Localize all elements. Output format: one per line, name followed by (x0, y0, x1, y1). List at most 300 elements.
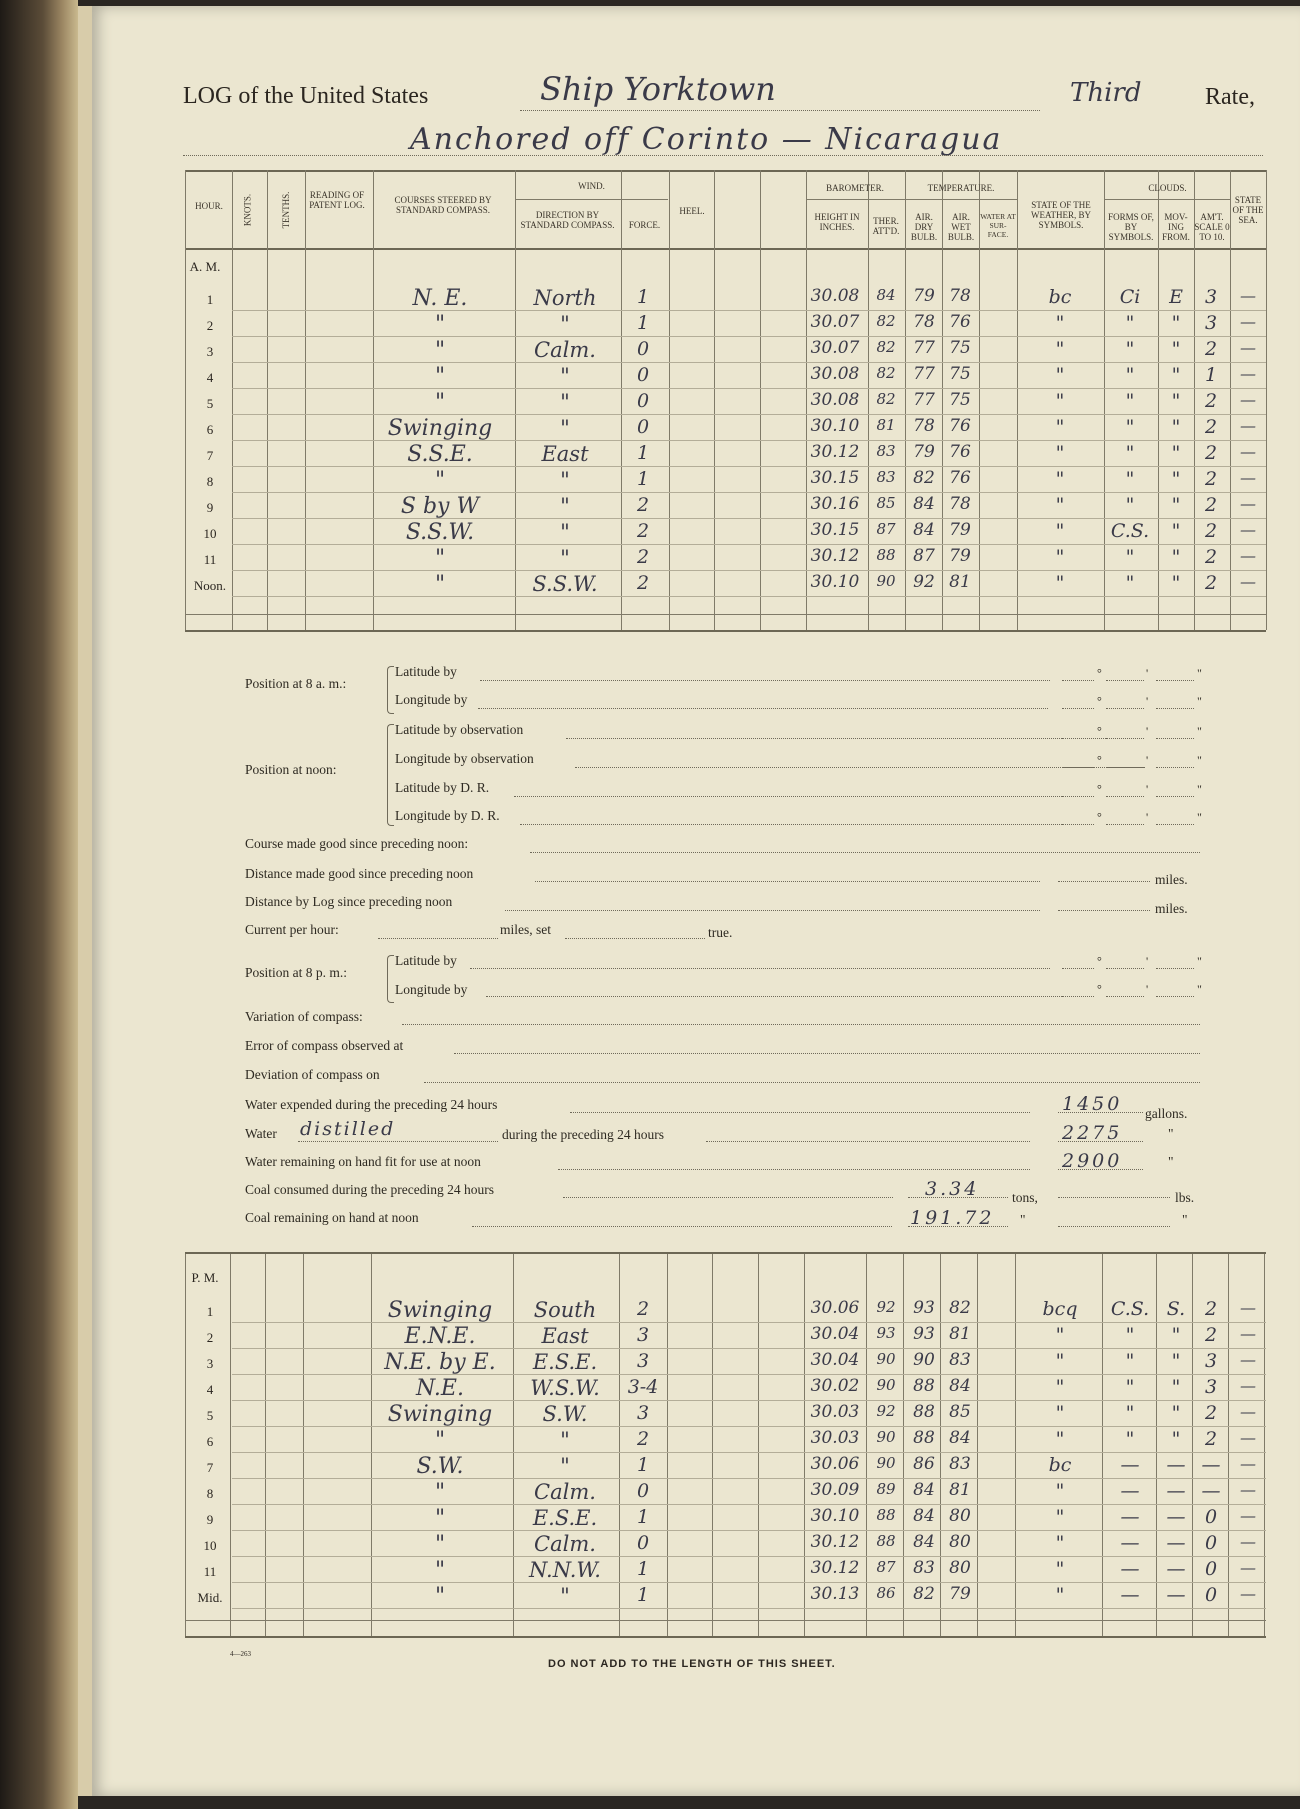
col-patent-log: READING OF PATENT LOG. (309, 190, 365, 210)
cell-course: " (434, 1532, 446, 1557)
cell-forms: " (1125, 338, 1135, 360)
cell-height: 30.02 (810, 1376, 860, 1396)
cell-dir: " (560, 416, 570, 440)
cell-amount: 2 (1204, 494, 1218, 516)
pm-col-line (371, 1252, 372, 1636)
cell-force: 2 (636, 572, 650, 594)
cell-ther: 83 (876, 468, 896, 486)
cell-amount: 2 (1204, 1428, 1218, 1450)
cell-weather: " (1055, 364, 1065, 386)
row-hour: 8 (206, 474, 214, 489)
col-baro-height: HEIGHT IN INCHES. (814, 212, 860, 232)
cell-wet: 84 (949, 1376, 971, 1396)
deg-blank (1062, 824, 1094, 825)
cell-forms: " (1125, 442, 1135, 464)
cell-amount: 3 (1204, 1350, 1218, 1372)
cell-wet: 83 (949, 1454, 971, 1474)
coal-consumed-line (908, 1197, 1008, 1198)
pos-8am-lat: Latitude by (395, 664, 457, 679)
cell-sea: — (1240, 494, 1256, 513)
cell-moving: " (1171, 1376, 1181, 1398)
col-temp-water: WATER AT SUR-FACE. (980, 212, 1016, 239)
coal-remaining-leader (472, 1226, 892, 1227)
cell-sea: — (1240, 312, 1256, 331)
cell-wet: 81 (949, 572, 971, 592)
cell-moving: — (1166, 1532, 1186, 1554)
cell-forms: C.S. (1110, 1298, 1150, 1320)
cell-dry: 88 (913, 1428, 935, 1448)
cell-dir: E.S.E. (532, 1350, 598, 1374)
cell-weather: " (1055, 1532, 1065, 1554)
cell-force: 0 (636, 1480, 650, 1502)
cell-height: 30.03 (810, 1428, 860, 1448)
set-blank (565, 938, 705, 939)
pm-col-line (265, 1252, 266, 1636)
dms-mark: ' (1146, 982, 1149, 996)
cell-amount: 2 (1204, 1324, 1218, 1346)
pos-noon-brace (387, 724, 394, 826)
cell-height: 30.16 (810, 494, 860, 514)
cell-wet: 81 (949, 1324, 971, 1344)
dms-mark: ' (1146, 782, 1149, 796)
cell-weather: " (1055, 1376, 1065, 1398)
cell-dir: East (541, 1324, 589, 1348)
cell-amount: 2 (1204, 416, 1218, 438)
cell-course: Swinging (387, 416, 493, 441)
position-leader (566, 738, 1136, 739)
cell-dry: 86 (913, 1454, 935, 1474)
coal-consumed-label: Coal consumed during the preceding 24 hours (245, 1182, 494, 1197)
cell-force: 0 (636, 338, 650, 360)
col-wind: WIND. (578, 181, 605, 191)
dms-mark: " (1197, 810, 1202, 824)
cell-ther: 90 (876, 1428, 896, 1446)
cell-force: 1 (636, 468, 650, 490)
cell-course: N. E. (412, 286, 468, 311)
cell-height: 30.12 (810, 546, 860, 566)
cell-height: 30.10 (810, 1506, 860, 1526)
cell-dir: " (560, 494, 570, 518)
dms-mark: ' (1146, 666, 1149, 680)
variation-leader (402, 1024, 1200, 1025)
pos-noon-long-obs: Longitude by observation (395, 751, 534, 766)
position-leader (478, 708, 1048, 709)
cell-ther: 81 (876, 416, 896, 434)
coal-remaining-ditto-2: " (1182, 1212, 1188, 1227)
form-number: 4—263 (230, 1650, 251, 1658)
pm-label: P. M. (191, 1270, 219, 1285)
cell-height: 30.08 (810, 364, 860, 384)
lbs-label: lbs. (1175, 1190, 1195, 1205)
cell-amount: 0 (1204, 1558, 1218, 1580)
coal-remaining-ditto-1: " (1020, 1212, 1026, 1227)
cell-course: " (434, 546, 446, 571)
cell-course: " (434, 338, 446, 363)
sec-blank (1156, 767, 1194, 768)
cell-wet: 79 (949, 546, 971, 566)
row-hour: 3 (206, 1356, 214, 1371)
rate-value: Third (1070, 78, 1142, 108)
cell-sea: — (1240, 416, 1256, 435)
deg-blank (1062, 767, 1094, 768)
cell-height: 30.04 (810, 1324, 860, 1344)
cell-forms: " (1125, 1350, 1135, 1372)
cell-height: 30.07 (810, 338, 860, 358)
log-title-prefix: LOG of the United States (183, 83, 429, 109)
pos-noon-lat-obs: Latitude by observation (395, 722, 524, 737)
row-hour: 7 (206, 448, 214, 463)
position-leader (480, 680, 1050, 681)
log-miles-label: miles. (1155, 901, 1188, 916)
cell-sea: — (1240, 286, 1256, 305)
min-blank (1106, 796, 1144, 797)
cell-weather: bc (1048, 286, 1072, 308)
water-distilled-blank (298, 1141, 498, 1142)
cell-forms: " (1125, 546, 1135, 568)
cell-dir: North (533, 286, 597, 310)
cell-wet: 79 (949, 1584, 971, 1604)
cell-force: 3 (636, 1350, 650, 1372)
cell-ther: 90 (876, 1350, 896, 1368)
row-hour: 7 (206, 1460, 214, 1475)
row-hour: 11 (203, 1564, 217, 1579)
cell-moving: " (1171, 390, 1181, 412)
cell-sea: — (1240, 338, 1256, 357)
cell-force: 0 (636, 364, 650, 386)
cell-weather: " (1055, 1402, 1065, 1424)
min-blank (1106, 767, 1144, 768)
deviation-leader (424, 1082, 1200, 1083)
distance-blank (1058, 881, 1150, 882)
cell-ther: 86 (876, 1584, 896, 1602)
distance-made-good: Distance made good since preceding noon (245, 866, 474, 881)
cell-weather: " (1055, 338, 1065, 360)
coal-consumed-value: 3.34 (925, 1178, 980, 1200)
cell-ther: 82 (876, 364, 896, 382)
cell-amount: 3 (1204, 312, 1218, 334)
pos-8pm-label: Position at 8 p. m.: (245, 965, 348, 980)
cell-sea: — (1240, 442, 1256, 461)
water-expended-leader (570, 1112, 1030, 1113)
dms-mark: ' (1146, 954, 1149, 968)
coal-remaining-lbs-line (1058, 1226, 1170, 1227)
position-leader (575, 767, 1145, 768)
gallons-label: gallons. (1145, 1106, 1188, 1121)
cell-ther: 89 (876, 1480, 896, 1498)
cell-moving: " (1171, 312, 1181, 334)
distance-by-log: Distance by Log since preceding noon (245, 894, 453, 909)
course-made-good: Course made good since preceding noon: (245, 836, 469, 851)
cell-amount: 2 (1204, 1298, 1218, 1320)
cell-dir: S.S.W. (532, 572, 598, 596)
row-hour: 8 (206, 1486, 214, 1501)
cell-forms: " (1125, 572, 1135, 594)
dms-mark: ' (1146, 810, 1149, 824)
cell-dry: 77 (913, 364, 935, 384)
cell-ther: 85 (876, 494, 896, 512)
clouds-sub-rule (1104, 199, 1230, 200)
pos-8pm-brace (387, 955, 394, 1003)
col-hour: HOUR. (195, 201, 223, 211)
water-distilled-prefix: Water (245, 1126, 277, 1141)
cell-dry: 82 (913, 1584, 935, 1604)
cell-course: E.N.E. (404, 1324, 476, 1349)
dms-mark: " (1197, 753, 1202, 767)
cell-sea: — (1240, 1298, 1256, 1317)
cell-amount: 2 (1204, 442, 1218, 464)
cell-dry: 82 (913, 468, 935, 488)
cell-height: 30.04 (810, 1350, 860, 1370)
variation-of-compass: Variation of compass: (245, 1009, 363, 1024)
cell-sea: — (1240, 572, 1256, 591)
min-blank (1106, 996, 1144, 997)
cell-dry: 88 (913, 1402, 935, 1422)
pos-8am-brace (387, 666, 394, 714)
cell-ther: 88 (876, 546, 896, 564)
col-courses: COURSES STEERED BY STANDARD COMPASS. (394, 195, 492, 215)
cell-forms: — (1120, 1584, 1140, 1606)
row-hour: Noon. (193, 578, 227, 593)
water-distilled-line (1058, 1141, 1143, 1142)
deg-blank (1062, 796, 1094, 797)
cell-forms: C.S. (1110, 520, 1150, 542)
cell-force: 1 (636, 1454, 650, 1476)
cell-dry: 92 (913, 572, 935, 592)
cell-dry: 90 (913, 1350, 935, 1370)
row-hour: 1 (206, 1304, 214, 1319)
cell-dir: " (560, 1454, 570, 1478)
cell-sea: — (1240, 1376, 1256, 1395)
col-knots: KNOTS. (242, 193, 253, 227)
coal-consumed-leader (563, 1197, 893, 1198)
cell-amount: 2 (1204, 468, 1218, 490)
water-remaining-label: Water remaining on hand fit for use at noon (245, 1154, 481, 1169)
cell-weather: " (1055, 468, 1065, 490)
cell-force: 3-4 (627, 1376, 659, 1398)
pm-col-line (758, 1252, 759, 1636)
cell-moving: " (1171, 520, 1181, 542)
cell-dry: 77 (913, 338, 935, 358)
cell-ther: 82 (876, 390, 896, 408)
current-per-hour: Current per hour: (245, 922, 339, 937)
cell-course: Swinging (387, 1402, 493, 1427)
cell-moving: " (1171, 1324, 1181, 1346)
cell-course: " (434, 390, 446, 415)
cell-moving: " (1171, 1428, 1181, 1450)
cell-forms: " (1125, 1428, 1135, 1450)
cell-dir: Calm. (534, 1480, 596, 1504)
coal-lbs-line (1058, 1197, 1170, 1198)
cell-weather: " (1055, 1428, 1065, 1450)
sec-blank (1156, 796, 1194, 797)
cell-dir: E.S.E. (532, 1506, 598, 1530)
cell-weather: " (1055, 572, 1065, 594)
row-hour: 3 (206, 344, 214, 359)
cell-dry: 78 (913, 416, 935, 436)
min-blank (1106, 708, 1144, 709)
row-hour: 4 (206, 1382, 214, 1397)
pos-8pm-long: Longitude by (395, 982, 468, 997)
row-hour: 9 (206, 1512, 214, 1527)
log-blank (1058, 910, 1150, 911)
pm-col-line (303, 1252, 304, 1636)
row-hour: 1 (206, 292, 214, 307)
cell-force: 2 (636, 1298, 650, 1320)
cell-moving: " (1171, 416, 1181, 438)
pos-8am-long: Longitude by (395, 692, 468, 707)
cell-dir: " (560, 364, 570, 388)
cell-weather: " (1055, 1480, 1065, 1502)
cell-dry: 93 (913, 1298, 935, 1318)
cell-moving: " (1171, 468, 1181, 490)
dms-mark: ° (1097, 782, 1102, 796)
position-leader (470, 968, 1050, 969)
dms-mark: " (1197, 694, 1202, 708)
cell-ther: 82 (876, 312, 896, 330)
cell-dry: 83 (913, 1558, 935, 1578)
min-blank (1106, 680, 1144, 681)
cell-moving: " (1171, 494, 1181, 516)
dms-mark: " (1197, 724, 1202, 738)
cell-forms: — (1120, 1454, 1140, 1476)
cell-forms: " (1125, 312, 1135, 334)
rate-label: Rate, (1205, 84, 1255, 110)
cell-amount: 0 (1204, 1532, 1218, 1554)
cell-dir: " (560, 312, 570, 336)
am-label: A. M. (189, 259, 221, 274)
log-leader (505, 910, 1040, 911)
cell-weather: " (1055, 520, 1065, 542)
cell-moving: — (1166, 1480, 1186, 1502)
row-hour: Mid. (197, 1590, 223, 1605)
cell-dir: " (560, 1584, 570, 1608)
distance-miles-label: miles. (1155, 872, 1188, 887)
cell-forms: — (1120, 1558, 1140, 1580)
cell-wet: 76 (949, 416, 971, 436)
col-sea: STATE OF THE SEA. (1232, 195, 1264, 225)
cell-wet: 78 (949, 286, 971, 306)
cell-height: 30.12 (810, 1558, 860, 1578)
min-blank (1106, 738, 1144, 739)
cell-height: 30.06 (810, 1454, 860, 1474)
cell-moving: " (1171, 1402, 1181, 1424)
water-distilled-label: during the preceding 24 hours (502, 1127, 664, 1142)
cell-wet: 76 (949, 312, 971, 332)
cell-dir: Calm. (534, 338, 596, 362)
pos-noon-lat-dr: Latitude by D. R. (395, 780, 490, 795)
col-barometer: BAROMETER. (826, 183, 884, 193)
row-hour: 4 (206, 370, 214, 385)
cell-amount: 2 (1204, 338, 1218, 360)
row-hour: 2 (206, 1330, 214, 1345)
water-remaining-leader (558, 1169, 1030, 1170)
sec-blank (1156, 824, 1194, 825)
cell-height: 30.03 (810, 1402, 860, 1422)
row-hour: 11 (203, 552, 217, 567)
position-leader (514, 796, 1084, 797)
cell-moving: E (1169, 286, 1183, 308)
cell-sea: — (1240, 1402, 1256, 1421)
water-expended-blank (1058, 1112, 1143, 1113)
cell-dry: 84 (913, 494, 935, 514)
cell-moving: " (1171, 1350, 1181, 1372)
min-blank (1106, 968, 1144, 969)
am-bottom-rule (185, 630, 1266, 632)
cell-wet: 80 (949, 1558, 971, 1578)
current-true: true. (708, 925, 733, 940)
am-end-rule (185, 614, 1266, 615)
cell-weather: " (1055, 1558, 1065, 1580)
col-wind-direction: DIRECTION BY STANDARD COMPASS. (520, 210, 615, 230)
cell-wet: 79 (949, 520, 971, 540)
dms-mark: " (1197, 954, 1202, 968)
row-hour: 10 (203, 526, 217, 541)
pm-col-line (712, 1252, 713, 1636)
cell-ther: 90 (876, 1454, 896, 1472)
cell-dry: 84 (913, 1480, 935, 1500)
cell-moving: S. (1166, 1298, 1186, 1320)
row-hour: 2 (206, 318, 214, 333)
cell-dry: 87 (913, 546, 935, 566)
wind-sub-rule (515, 199, 668, 200)
cell-height: 30.07 (810, 312, 860, 332)
sec-blank (1156, 738, 1194, 739)
cell-height: 30.10 (810, 572, 860, 592)
coal-remaining-label: Coal remaining on hand at noon (245, 1210, 419, 1225)
cell-amount: 0 (1204, 1584, 1218, 1606)
cell-force: 1 (636, 1584, 650, 1606)
cell-height: 30.12 (810, 442, 860, 462)
deg-blank (1062, 968, 1094, 969)
cell-weather: " (1055, 1506, 1065, 1528)
cell-ther: 90 (876, 1376, 896, 1394)
cell-course: S.S.E. (407, 442, 473, 467)
water-distilled-word: distilled (300, 1118, 396, 1140)
row-hour: 5 (206, 1408, 214, 1423)
cell-wet: 80 (949, 1532, 971, 1552)
cell-force: 3 (636, 1402, 650, 1424)
cell-dry: 84 (913, 1506, 935, 1526)
col-temp-wet: AIR. WET BULB. (947, 212, 975, 242)
cell-dir: " (560, 390, 570, 414)
cell-amount: 3 (1204, 1376, 1218, 1398)
cell-height: 30.15 (810, 468, 860, 488)
cell-height: 30.13 (810, 1584, 860, 1604)
dms-mark: ° (1097, 666, 1102, 680)
cell-moving: — (1166, 1558, 1186, 1580)
cell-ther: 87 (876, 1558, 896, 1576)
min-blank (1106, 824, 1144, 825)
cell-force: 1 (636, 1558, 650, 1580)
sec-blank (1156, 708, 1194, 709)
cell-amount: — (1201, 1454, 1221, 1476)
cell-ther: 92 (876, 1402, 896, 1420)
col-cloud-moving: MOV-ING FROM. (1162, 212, 1190, 242)
cell-course: " (434, 468, 446, 493)
water-remaining-line (1058, 1169, 1143, 1170)
course-leader (530, 852, 1200, 853)
water-expended-label: Water expended during the preceding 24 hours (245, 1097, 498, 1112)
cell-wet: 78 (949, 494, 971, 514)
water-remaining-value: 2900 (1062, 1150, 1123, 1172)
cell-weather: " (1055, 494, 1065, 516)
cell-height: 30.10 (810, 416, 860, 436)
ship-name: Ship Yorktown (540, 70, 776, 108)
book-spine (0, 0, 78, 1809)
cell-sea: — (1240, 364, 1256, 383)
cell-wet: 76 (949, 442, 971, 462)
cell-forms: — (1120, 1506, 1140, 1528)
